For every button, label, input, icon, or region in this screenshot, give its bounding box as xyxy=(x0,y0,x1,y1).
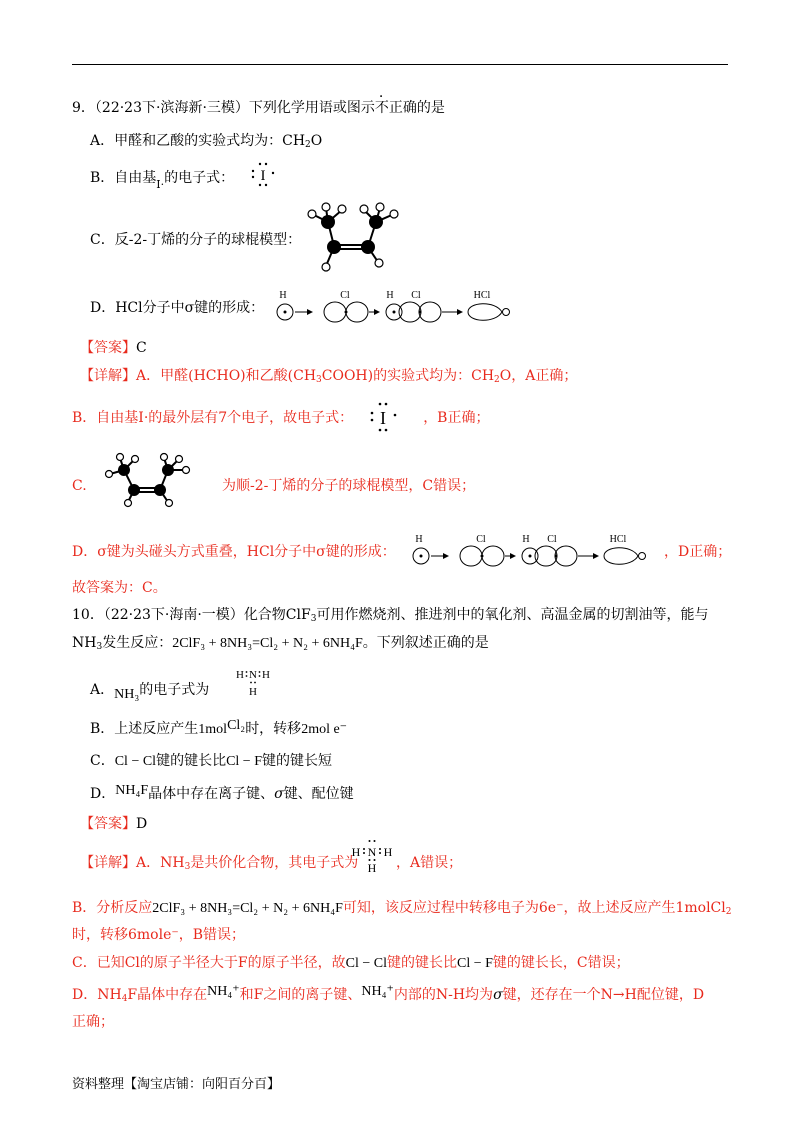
hcl-sigma-bond-diagram-answer xyxy=(406,532,656,568)
svg-text:Cl: Cl xyxy=(411,290,421,301)
q9-option-b: B．自由基$_{I\cdot}$的电子式： xyxy=(90,170,235,191)
footer-note: 资料整理【淘宝店铺：向阳百分百】 xyxy=(72,1077,281,1092)
svg-text:N: N xyxy=(249,669,257,681)
q10-explanation-b: B．分析反应2ClF₃ + 8NH₃=Cl₂ + N₂ + 6NH₄F可知，该反应过程中转移电子为6e⁻，故上述反应产生1molCl$_2$ xyxy=(72,900,732,917)
svg-text:H: H xyxy=(415,534,423,545)
svg-text:Cl: Cl xyxy=(340,290,350,301)
q10-nh3-electron-formula xyxy=(234,664,274,700)
q9-option-c: C．反-2-丁烯的分子的球棍模型： xyxy=(90,232,302,248)
q10-explanation-a: 【详解】A．$NH_3$是共价化合物，其电子式为 xyxy=(80,855,359,872)
q9-explanation-d-tail: ，D正确； xyxy=(664,544,732,560)
q10-nh3-electron-formula-answer xyxy=(350,836,394,874)
q9-iodine-electron-formula xyxy=(250,160,276,188)
q10-explanation-d-2: 正确； xyxy=(72,1014,114,1030)
svg-text:HCl: HCl xyxy=(609,534,627,545)
svg-text:H: H xyxy=(522,534,530,545)
q10-explanation-b-2: 时，转移6mole⁻，B错误； xyxy=(72,927,246,943)
svg-text:H: H xyxy=(236,669,244,681)
q10-answer: 【答案】D xyxy=(80,816,148,832)
svg-text:I: I xyxy=(260,168,266,184)
q9-option-d: D．HCl分子中σ键的形成： xyxy=(90,300,265,316)
q9-explanation-c-text: 为顺-2-丁烯的分子的球棍模型，C错误； xyxy=(222,478,476,494)
svg-text:Cl: Cl xyxy=(547,534,557,545)
svg-text:HCl: HCl xyxy=(473,290,491,301)
q10-option-d: D．NH₄F晶体中存在离子键、σ键、配位键 xyxy=(90,783,354,802)
q10-explanation-d: D．$NH_4F$晶体中存在NH₄⁺和F之间的离子键、NH₄⁺内部的N-H均为σ键，还存在一个N→H配位键，D xyxy=(72,984,705,1004)
q9-stem: 9．（22·23下·滨海新·三模）下列化学用语或图示不正确的是 xyxy=(72,100,445,116)
q10-stem-2: $NH_3$发生反应：2ClF₃ + 8NH₃=Cl₂ + N₂ + 6NH₄F。下列叙述正确的是 xyxy=(72,635,489,652)
q9-final: 故答案为：C。 xyxy=(72,580,167,596)
svg-text:H: H xyxy=(279,290,287,301)
q10-explanation-c: C．已知Cl的原子半径大于F的原子半径，故Cl − Cl键的键长比Cl − F键的键长长，C错误； xyxy=(72,955,630,971)
q9-iodine-electron-formula-answer xyxy=(368,400,398,434)
q10-explanation-a-tail: ，A错误； xyxy=(396,855,463,871)
svg-text:H: H xyxy=(386,290,394,301)
top-rule xyxy=(72,64,728,65)
emphasis-not-correct: 不正确 xyxy=(374,100,417,116)
svg-text:H: H xyxy=(262,669,270,681)
q10-option-a: A．NH₃的电子式为 xyxy=(90,682,210,702)
hcl-sigma-bond-diagram-q xyxy=(270,288,520,324)
q10-option-c: C．Cl − Cl键的键长比Cl − F键的键长短 xyxy=(90,753,332,769)
q9-explanation-b: B．自由基I·的最外层有7个电子，故电子式： ，B正确； xyxy=(72,410,490,426)
q9-answer: 【答案】C xyxy=(80,340,147,356)
svg-text:H: H xyxy=(351,845,361,859)
svg-text:N: N xyxy=(367,845,377,859)
svg-text:H: H xyxy=(383,845,393,859)
svg-text:H: H xyxy=(367,861,377,874)
trans-2-butene-model xyxy=(298,200,408,275)
svg-text:Cl: Cl xyxy=(476,534,486,545)
svg-text:H: H xyxy=(249,686,257,698)
svg-text:I: I xyxy=(380,408,386,428)
q9-explanation-a: 【详解】A．甲醛(HCHO)和乙酸$(CH_3COOH)$的实验式均为：$CH_2O$，A正确； xyxy=(80,368,578,385)
q9-explanation-d: D．σ键为头碰头方式重叠，HCl分子中σ键的形成： xyxy=(72,544,396,560)
q10-option-b: B．上述反应产生1molCl₂时，转移2mol e⁻ xyxy=(90,718,348,737)
q9-option-a: A．甲醛和乙酸的实验式均为：$CH_2O$ xyxy=(90,133,323,150)
q9-explanation-c: C. xyxy=(72,478,87,494)
cis-2-butene-model xyxy=(100,452,200,510)
q10-stem-1: 10．（22·23下·海南·一模）化合物ClF$_3$可用作燃烧剂、推进剂中的氧化剂、高温金属的切割油等，能与 xyxy=(72,607,709,624)
